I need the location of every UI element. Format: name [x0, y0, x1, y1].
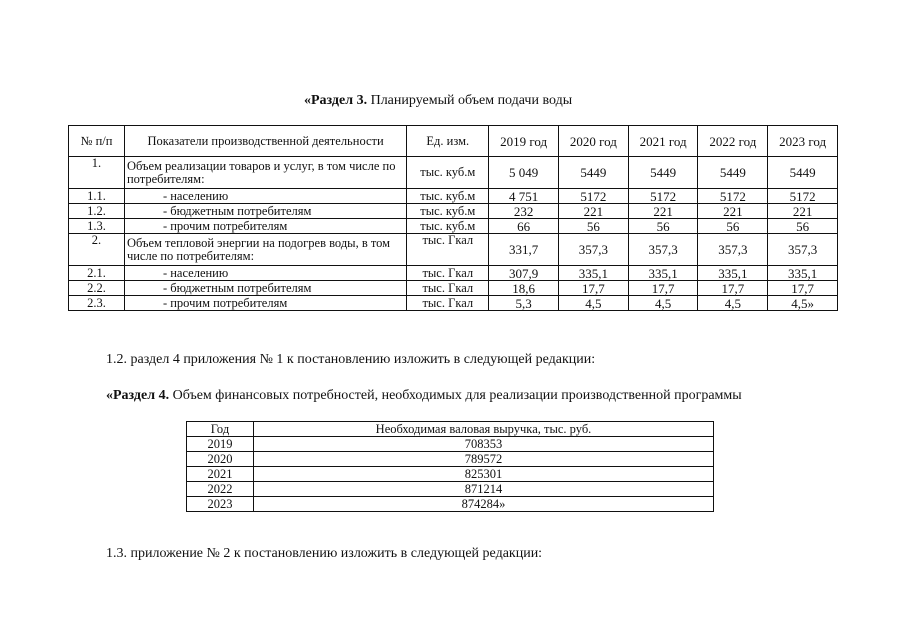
header-unit: Ед. изм. — [407, 126, 489, 157]
table-row — [69, 266, 838, 281]
row-revenue: 825301 — [254, 467, 714, 482]
row-value-2020: 357,3 — [559, 234, 629, 266]
row-indicator: Объем реализации товаров и услуг, в том числе по потребителям: — [124, 157, 406, 189]
row-value-2023: 221 — [768, 204, 838, 219]
row-value-2022: 5172 — [698, 189, 768, 204]
row-number: 1.3. — [69, 219, 125, 234]
header-year: Год — [187, 422, 254, 437]
row-number: 2. — [69, 234, 125, 266]
row-value-2020: 5449 — [559, 157, 629, 189]
row-value-2021: 17,7 — [628, 281, 698, 296]
row-indicator: Объем тепловой энергии на подогрев воды, в том числе по потребителям: — [124, 234, 406, 266]
row-value-2019: 4 751 — [489, 189, 559, 204]
row-year: 2022 — [187, 482, 254, 497]
row-value-2020: 17,7 — [559, 281, 629, 296]
table-row — [69, 157, 838, 189]
table-row — [187, 482, 714, 497]
row-unit: тыс. Гкал — [407, 281, 489, 296]
row-year: 2023 — [187, 497, 254, 512]
section-3-label: «Раздел 3. — [304, 93, 368, 108]
table-row — [69, 296, 838, 311]
row-value-2023: 357,3 — [768, 234, 838, 266]
paragraph-1-2: 1.2. раздел 4 приложения № 1 к постановлению изложить в следующей редакции: — [106, 352, 596, 367]
row-value-2023: 5172 — [768, 189, 838, 204]
table-row — [187, 452, 714, 467]
table-header-row — [69, 126, 838, 157]
row-value-2019: 66 — [489, 219, 559, 234]
row-revenue: 871214 — [254, 482, 714, 497]
row-value-2023: 5449 — [768, 157, 838, 189]
row-indicator: - населению — [124, 189, 406, 204]
section-3-heading — [304, 93, 572, 109]
row-unit: тыс. Гкал — [407, 266, 489, 281]
table-row — [69, 281, 838, 296]
row-unit: тыс. куб.м — [407, 157, 489, 189]
row-value-2023: 17,7 — [768, 281, 838, 296]
row-value-2021: 5449 — [628, 157, 698, 189]
table-row — [187, 497, 714, 512]
table-row — [187, 467, 714, 482]
row-indicator: - прочим потребителям — [124, 219, 406, 234]
row-value-2023: 4,5» — [768, 296, 838, 311]
row-value-2022: 56 — [698, 219, 768, 234]
row-value-2019: 5,3 — [489, 296, 559, 311]
row-value-2021: 56 — [628, 219, 698, 234]
header-number: № п/п — [69, 126, 125, 157]
section-4-title: Объем финансовых потребностей, необходимых для реализации производственной программы — [169, 388, 742, 403]
row-year: 2019 — [187, 437, 254, 452]
row-number: 2.3. — [69, 296, 125, 311]
row-number: 2.2. — [69, 281, 125, 296]
row-value-2023: 56 — [768, 219, 838, 234]
row-value-2021: 335,1 — [628, 266, 698, 281]
row-value-2021: 357,3 — [628, 234, 698, 266]
revenue-table — [186, 421, 714, 512]
row-value-2020: 335,1 — [559, 266, 629, 281]
header-year-2022: 2022 год — [698, 126, 768, 157]
water-supply-table — [68, 125, 838, 311]
table-row — [69, 204, 838, 219]
row-value-2019: 307,9 — [489, 266, 559, 281]
row-value-2021: 5172 — [628, 189, 698, 204]
row-value-2022: 17,7 — [698, 281, 768, 296]
row-value-2020: 4,5 — [559, 296, 629, 311]
row-value-2021: 4,5 — [628, 296, 698, 311]
paragraph-1-3: 1.3. приложение № 2 к постановлению изложить в следующей редакции: — [106, 546, 543, 561]
row-value-2019: 331,7 — [489, 234, 559, 266]
header-year-2019: 2019 год — [489, 126, 559, 157]
row-indicator: - бюджетным потребителям — [124, 204, 406, 219]
header-year-2023: 2023 год — [768, 126, 838, 157]
section-4-heading — [106, 388, 742, 404]
row-number: 2.1. — [69, 266, 125, 281]
row-value-2019: 5 049 — [489, 157, 559, 189]
row-value-2020: 5172 — [559, 189, 629, 204]
row-value-2019: 232 — [489, 204, 559, 219]
row-value-2022: 221 — [698, 204, 768, 219]
row-unit: тыс. куб.м — [407, 219, 489, 234]
header-year-2020: 2020 год — [559, 126, 629, 157]
row-year: 2021 — [187, 467, 254, 482]
table-row — [187, 437, 714, 452]
row-year: 2020 — [187, 452, 254, 467]
row-unit: тыс. Гкал — [407, 296, 489, 311]
row-value-2019: 18,6 — [489, 281, 559, 296]
table-row — [69, 234, 838, 266]
header-year-2021: 2021 год — [628, 126, 698, 157]
row-number: 1.2. — [69, 204, 125, 219]
row-indicator: - бюджетным потребителям — [124, 281, 406, 296]
row-number: 1. — [69, 157, 125, 189]
section-4-label: «Раздел 4. — [106, 388, 170, 403]
row-value-2020: 221 — [559, 204, 629, 219]
row-number: 1.1. — [69, 189, 125, 204]
table-header-row — [187, 422, 714, 437]
row-unit: тыс. Гкал — [407, 234, 489, 266]
row-revenue: 874284» — [254, 497, 714, 512]
header-indicator: Показатели производственной деятельности — [124, 126, 406, 157]
section-3-title: Планируемый объем подачи воды — [367, 93, 573, 108]
row-unit: тыс. куб.м — [407, 204, 489, 219]
row-value-2022: 5449 — [698, 157, 768, 189]
table-row — [69, 189, 838, 204]
row-indicator: - прочим потребителям — [124, 296, 406, 311]
row-unit: тыс. куб.м — [407, 189, 489, 204]
row-value-2022: 357,3 — [698, 234, 768, 266]
row-value-2023: 335,1 — [768, 266, 838, 281]
row-value-2020: 56 — [559, 219, 629, 234]
table-row — [69, 219, 838, 234]
row-indicator: - населению — [124, 266, 406, 281]
header-revenue: Необходимая валовая выручка, тыс. руб. — [254, 422, 714, 437]
row-revenue: 708353 — [254, 437, 714, 452]
row-value-2021: 221 — [628, 204, 698, 219]
row-value-2022: 4,5 — [698, 296, 768, 311]
row-revenue: 789572 — [254, 452, 714, 467]
row-value-2022: 335,1 — [698, 266, 768, 281]
